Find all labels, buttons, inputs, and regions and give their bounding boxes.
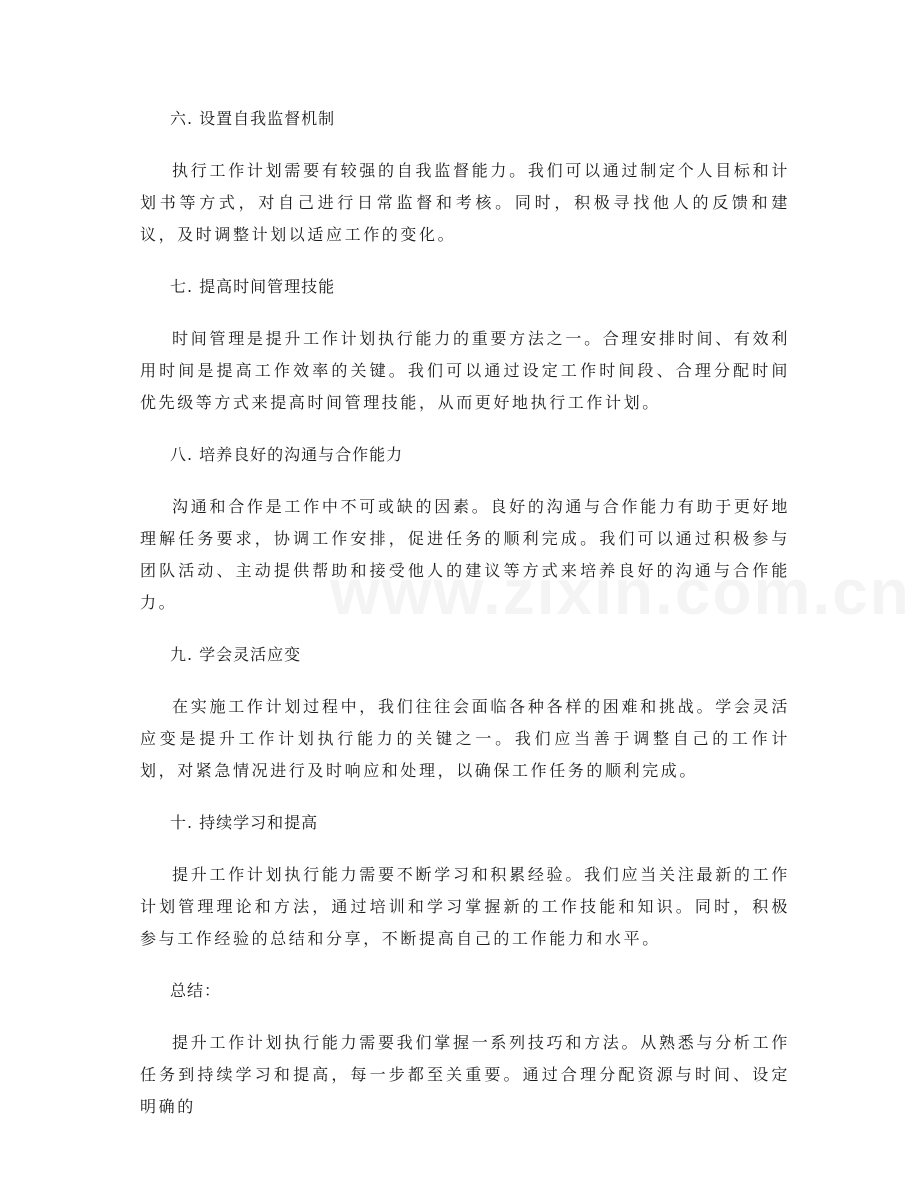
section-heading-6: 六. 设置自我监督机制 [170, 109, 336, 128]
section-paragraph-6: 执行工作计划需要有较强的自我监督能力。我们可以通过制定个人目标和计划书等方式，对自己进行日常监督和考核。同时，积极寻找他人的反馈和建议，及时调整计划以适应工作的变化。 [140, 161, 790, 244]
section-heading-8: 八. 培养良好的沟通与合作能力 [170, 445, 404, 464]
summary-heading: 总结： [170, 981, 222, 1000]
section-heading-10: 十. 持续学习和提高 [170, 813, 319, 832]
section-paragraph-8: 沟通和合作是工作中不可或缺的因素。良好的沟通与合作能力有助于更好地理解任务要求，协调工作安排，促进任务的顺利完成。我们可以通过积极参与团队活动、主动提供帮助和接受他人的建议等方式来培养良好的沟通与合作能力。 [140, 497, 790, 612]
document-body [140, 104, 790, 1144]
section-paragraph-7: 时间管理是提升工作计划执行能力的重要方法之一。合理安排时间、有效利用时间是提高工作效率的关键。我们可以通过设定工作时间段、合理分配时间优先级等方式来提高时间管理技能，从而更好地执行工作计划。 [140, 329, 790, 412]
section-heading-7: 七. 提高时间管理技能 [170, 277, 336, 296]
section-paragraph-9: 在实施工作计划过程中，我们往往会面临各种各样的困难和挑战。学会灵活应变是提升工作计划执行能力的关键之一。我们应当善于调整自己的工作计划，对紧急情况进行及时响应和处理，以确保工作任务的顺利完成。 [140, 697, 790, 780]
section-paragraph-10: 提升工作计划执行能力需要不断学习和积累经验。我们应当关注最新的工作计划管理理论和方法，通过培训和学习掌握新的工作技能和知识。同时，积极参与工作经验的总结和分享，不断提高自己的工作能力和水平。 [140, 865, 790, 948]
summary-paragraph: 提升工作计划执行能力需要我们掌握一系列技巧和方法。从熟悉与分析工作任务到持续学习和提高，每一步都至关重要。通过合理分配资源与时间、设定明确的 [140, 1033, 790, 1116]
section-heading-9: 九. 学会灵活应变 [170, 645, 302, 664]
